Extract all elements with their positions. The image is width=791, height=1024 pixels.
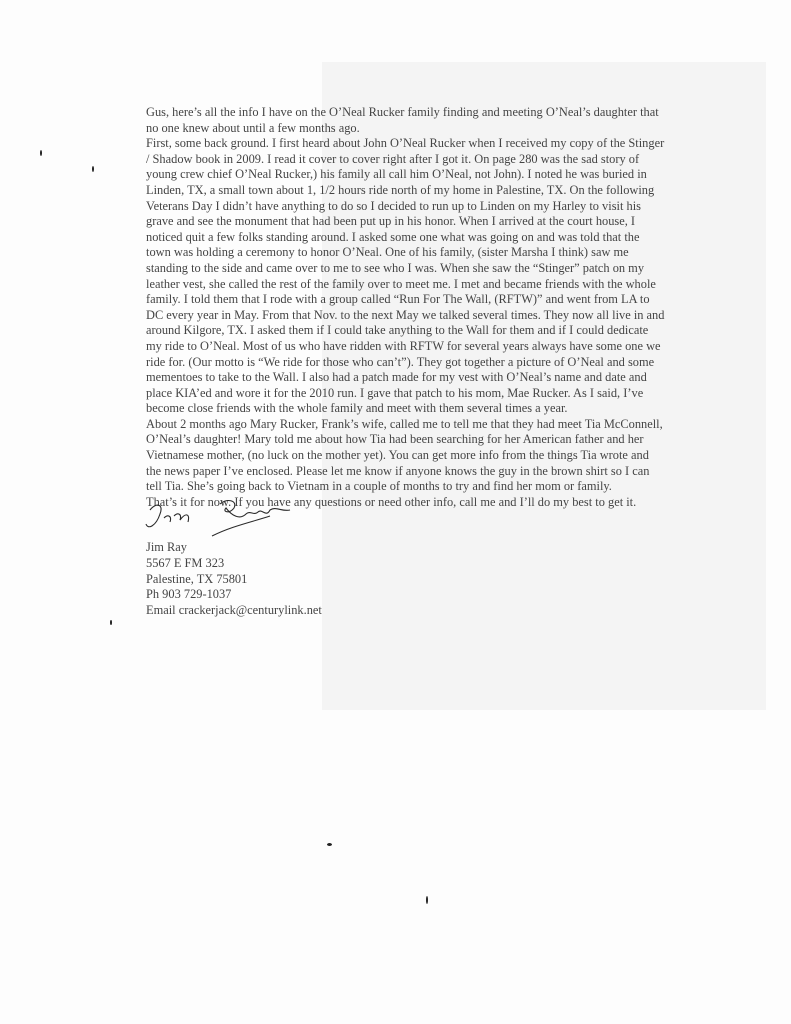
signer-address-line1: 5567 E FM 323 [146, 556, 225, 571]
signature-block [146, 540, 666, 618]
letter-paragraph: First, some back ground. I first heard about John O’Neal Rucker when I received my copy of the Stinger / Shadow book in 2009. I read it cover to cover right after I got it. On page 280 was the sad story of young crew chief O’Neal Rucker,) his family all call him O’Neal, not John). I noted he was buried in Linden, TX, a small town about 1, 1/2 hours ride north of my home in Palestine, TX. On the following Veterans Day I didn’t have anything to do so I decided to run up to Linden on my Harley to visit his grave and see the monument that had been put up in his honor. When I arrived at the court house, I noticed quit a few folks standing around. I asked some one what was going on and was told that the town was holding a ceremony to honor O’Neal. One of his family, (sister Marsha I think) saw me standing to the side and came over to me to see who I was. When she saw the “Stinger” patch on my leather vest, she called the rest of the family over to meet me. I met and became friends with the whole family. I told them that I rode with a group called “Run For The Wall, (RFTW)” and went from LA to DC every year in May. From that Nov. to the next May we talked several times. They now all live in and around Kilgore, TX. I asked them if I could take anything to the Wall for them and if I could dedicate my ride to O’Neal. Most of us who have ridden with RFTW for several years always have some one we ride for. (Our motto is “We ride for those who can’t”). They got together a picture of O’Neal and some mementoes to take to the Wall. I also had a patch made for my vest with O’Neal’s name and date and place KIA’ed and wore it for the 2010 run. I gave that patch to his mom, Mae Rucker. As I said, I’ve become close friends with the whole family and meet with them several times a year. [146, 136, 665, 416]
signer-name: Jim Ray [146, 540, 187, 555]
letter-paragraph: Gus, here’s all the info I have on the O’Neal Rucker family finding and meeting O’Neal’s daughter that no one knew about until a few months ago. [146, 105, 659, 135]
scan-speck [92, 166, 94, 172]
scan-speck [327, 843, 332, 846]
signer-phone: Ph 903 729-1037 [146, 587, 232, 602]
scan-speck [40, 150, 42, 156]
scan-speck [110, 620, 112, 625]
letter-paragraph: That’s it for now. If you have any questions or need other info, call me and I’ll do my best to get it. [146, 494, 637, 509]
handwritten-signature [146, 510, 666, 540]
letter-body [146, 105, 666, 618]
signer-email: Email crackerjack@centurylink.net [146, 602, 322, 617]
signature-scribble [142, 496, 312, 542]
letter-paragraph: About 2 months ago Mary Rucker, Frank’s wife, called me to tell me that they had meet Tia McConnell, O’Neal’s daughter! Mary told me about how Tia had been searching for her American father and her Vietnamese mother, (no luck on the mother yet). You can get more info from the things Tia wrote and the news paper I’ve enclosed. Please let me know if anyone knows the guy in the brown shirt so I can tell Tia. She’s going back to Vietnam in a couple of months to try and find her mom or family. [146, 416, 663, 494]
signer-address-line2: Palestine, TX 75801 [146, 571, 248, 586]
scan-speck [426, 896, 428, 904]
